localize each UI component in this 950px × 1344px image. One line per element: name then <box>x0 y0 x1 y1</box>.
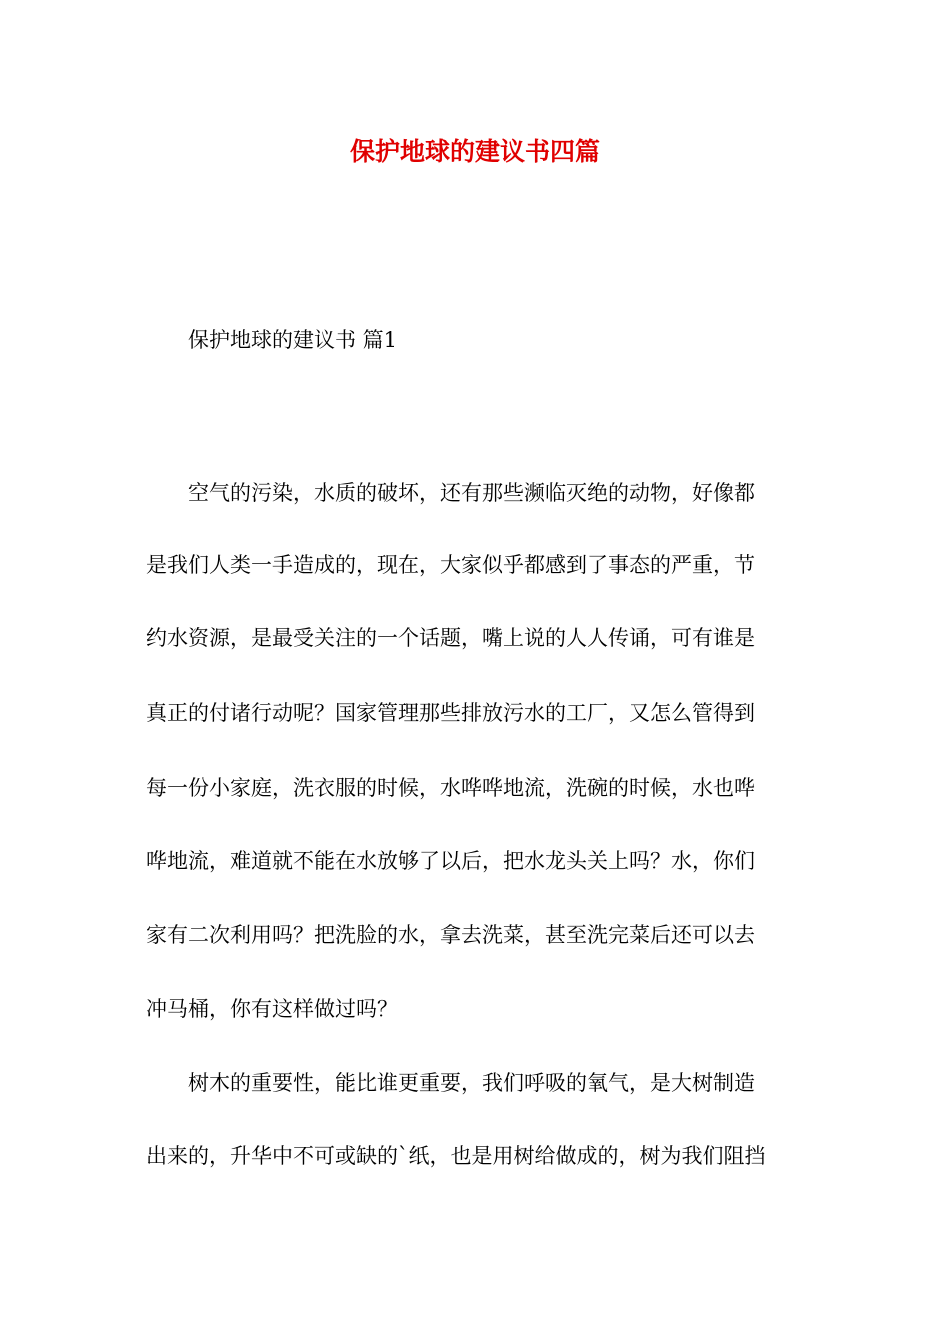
paragraph-1-line-7: 家有二次利用吗？把洗脸的水，拿去洗菜，甚至洗完菜后还可以去 <box>146 923 755 947</box>
document-title: 保护地球的建议书四篇 <box>349 137 600 166</box>
paragraph-1-line-1: 空气的污染，水质的破坏，还有那些濒临灭绝的动物，好像都 <box>188 481 755 505</box>
paragraph-1-line-8: 冲马桶，你有这样做过吗？ <box>146 997 398 1021</box>
paragraph-1-line-5: 每一份小家庭，洗衣服的时候，水哗哗地流，洗碗的时候，水也哗 <box>146 776 755 800</box>
paragraph-2-line-1: 树木的重要性，能比谁更重要，我们呼吸的氧气，是大树制造 <box>188 1071 755 1095</box>
paragraph-1-line-4: 真正的付诸行动呢？国家管理那些排放污水的工厂，又怎么管得到 <box>146 701 755 725</box>
section-heading: 保护地球的建议书 篇1 <box>188 328 398 352</box>
paragraph-2-line-2: 出来的，升华中不可或缺的`纸，也是用树给做成的，树为我们阻挡 <box>146 1144 766 1168</box>
paragraph-1-line-6: 哗地流，难道就不能在水放够了以后，把水龙头关上吗？水，你们 <box>146 849 755 873</box>
paragraph-1-line-3: 约水资源，是最受关注的一个话题，嘴上说的人人传诵，可有谁是 <box>146 626 755 650</box>
paragraph-1-line-2: 是我们人类一手造成的，现在，大家似乎都感到了事态的严重，节 <box>146 553 755 577</box>
